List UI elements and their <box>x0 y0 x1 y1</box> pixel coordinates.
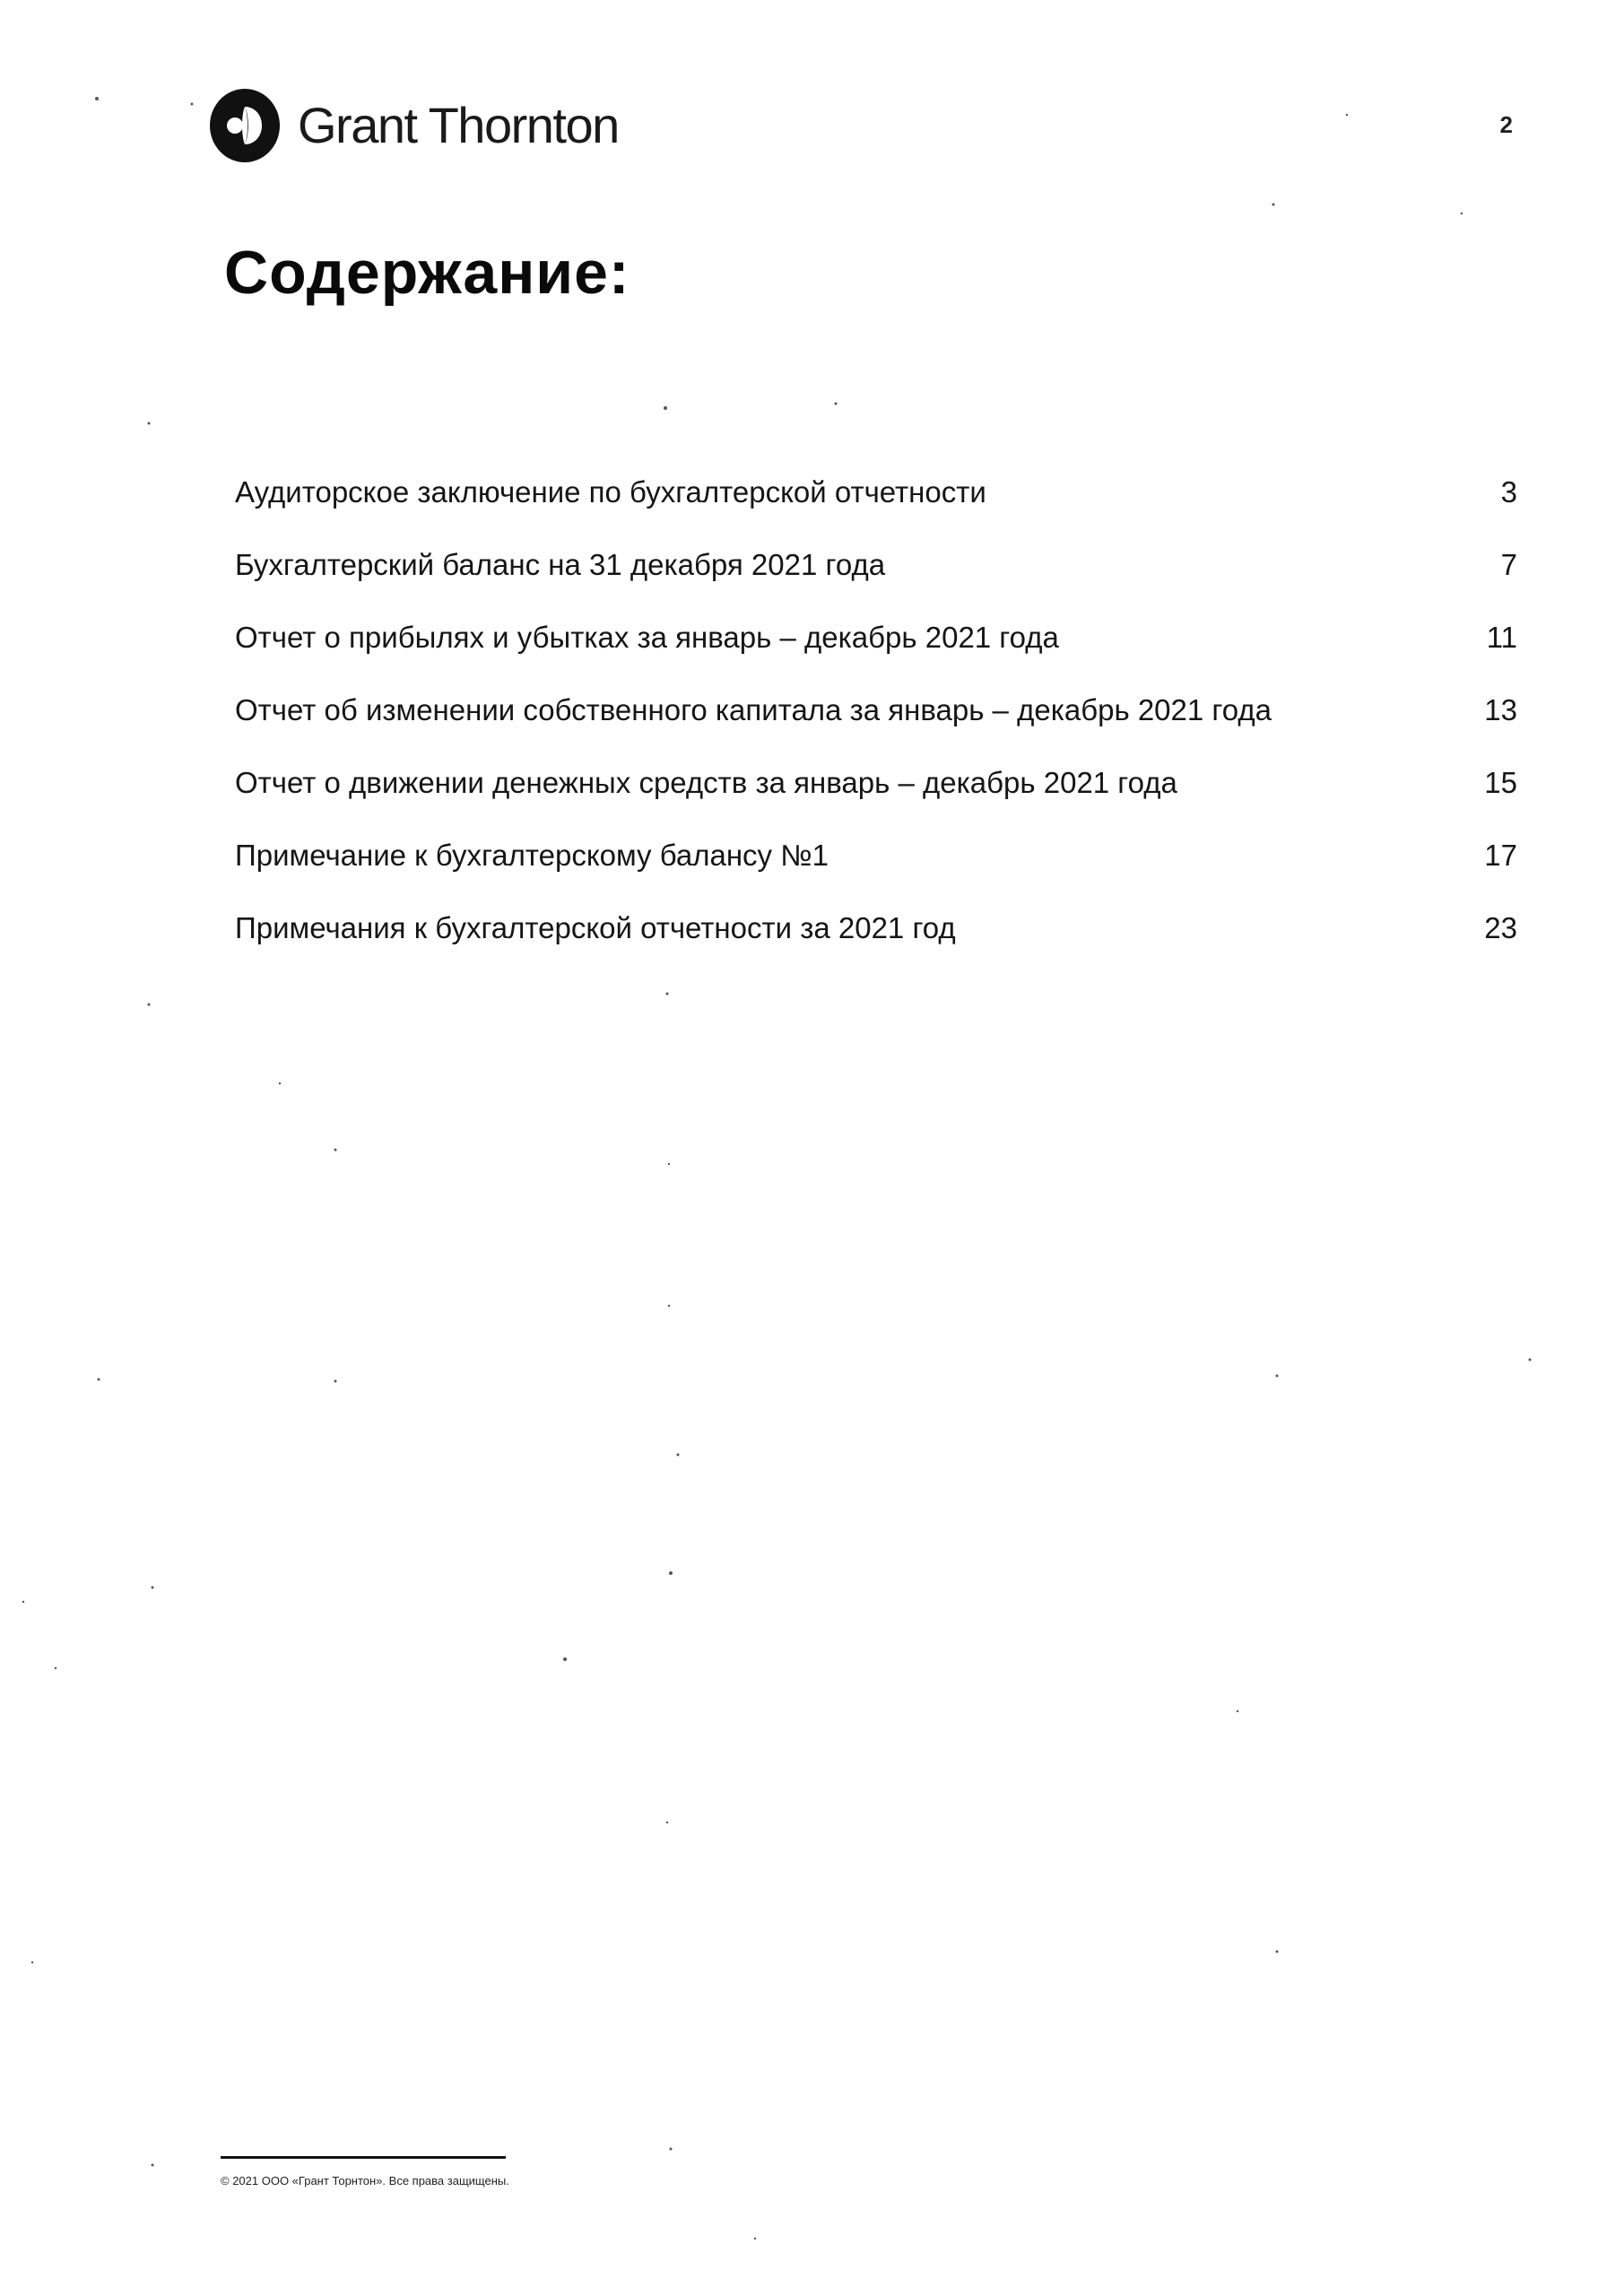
toc-entry-page: 17 <box>1484 839 1517 872</box>
toc-entry-page: 7 <box>1500 548 1517 581</box>
toc-entry[interactable] <box>235 548 1517 621</box>
toc-entry[interactable] <box>235 766 1517 839</box>
table-of-contents <box>235 475 1517 984</box>
footnote-divider <box>221 2156 506 2159</box>
toc-entry-page: 3 <box>1500 475 1517 509</box>
toc-entry-label: Примечание к бухгалтерскому балансу №1 <box>235 839 829 872</box>
toc-entry[interactable] <box>235 621 1517 693</box>
grant-thornton-logo-icon <box>208 87 282 164</box>
toc-entry-page: 15 <box>1484 766 1517 799</box>
toc-entry-label: Бухгалтерский баланс на 31 декабря 2021 года <box>235 548 886 581</box>
toc-entry-label: Отчет о движении денежных средств за январь – декабрь 2021 года <box>235 766 1177 799</box>
toc-entry-page: 13 <box>1484 693 1517 726</box>
toc-entry-label: Отчет об изменении собственного капитала за январь – декабрь 2021 года <box>235 693 1272 726</box>
page-header <box>208 83 619 169</box>
toc-entry[interactable] <box>235 911 1517 984</box>
page-title: Содержание: <box>224 239 630 307</box>
toc-entry-page: 11 <box>1486 621 1517 654</box>
toc-entry-page: 23 <box>1484 911 1517 944</box>
brand-name: Grant Thornton <box>298 97 619 153</box>
toc-entry[interactable] <box>235 475 1517 548</box>
toc-entry-label: Отчет о прибылях и убытках за январь – декабрь 2021 года <box>235 621 1059 654</box>
toc-entry-label: Примечания к бухгалтерской отчетности за 2021 год <box>235 911 956 944</box>
copyright-notice: © 2021 ООО «Грант Торнтон». Все права защищены. <box>221 2174 509 2187</box>
toc-entry[interactable] <box>235 839 1517 911</box>
page-number: 2 <box>1499 111 1513 138</box>
toc-entry-label: Аудиторское заключение по бухгалтерской отчетности <box>235 475 986 509</box>
toc-entry[interactable] <box>235 693 1517 766</box>
